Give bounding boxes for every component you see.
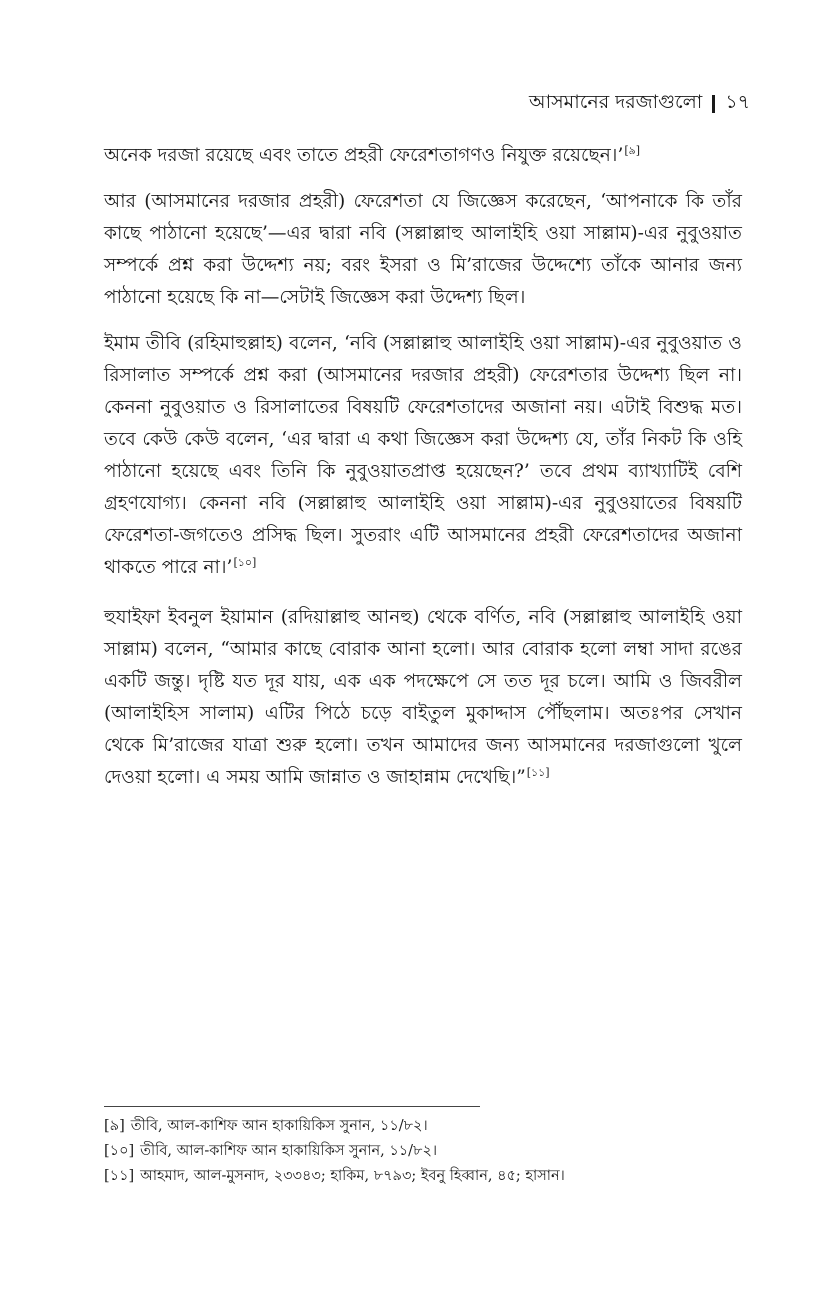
paragraph-2-text: আর (আসমানের দরজার প্রহরী) ফেরেশতা যে জিজ্ঞেস করেছেন, ‘আপনাকে কি তাঁর কাছে পাঠানো হয়েছে’—এর দ্বারা নবি (সল্লাল্লাহু আলাইহি ওয়া সাল্লাম)-এর নুবুওয়াত সম্পর্কে প্রশ্ন করা উদ্দেশ্য নয়; বরং ইসরা ও মি’রাজের উদ্দেশ্যে তাঁকে আনার জন্য পাঠানো হয়েছে কি না—সেটাই জিজ্ঞেস করা উদ্দেশ্য ছিল। xyxy=(104,191,742,308)
paragraph-1-text: অনেক দরজা রয়েছে এবং তাতে প্রহরী ফেরেশতাগণও নিযুক্ত রয়েছেন।’ xyxy=(104,145,624,166)
paragraph-4 xyxy=(104,602,742,794)
paragraph-4-text: হুযাইফা ইবনুল ইয়ামান (রদিয়াল্লাহু আনহু) থেকে বর্ণিত, নবি (সল্লাল্লাহু আলাইহি ওয়া সাল্লাম) বলেন, “আমার কাছে বোরাক আনা হলো। আর বোরাক হলো লম্বা সাদা রঙের একটি জন্তু। দৃষ্টি যত দূর যায়, এক এক পদক্ষেপে সে তত দূর চলে। আমি ও জিবরীল (আলাইহিস সালাম) এটির পিঠে চড়ে বাইতুল মুকাদ্দাস পৌঁছলাম। অতঃপর সেখান থেকে মি’রাজের যাত্রা শুরু হলো। তখন আমাদের জন্য আসমানের দরজাগুলো খুলে দেওয়া হলো। এ সময় আমি জান্নাত ও জাহান্নাম দেখেছি।” xyxy=(104,607,742,788)
footnote-text: তীবি, আল-কাশিফ আন হাকায়িকিস সুনান, ১১/৮২। xyxy=(140,1143,438,1159)
footnote-11 xyxy=(104,1164,754,1189)
paragraph-2 xyxy=(104,186,742,314)
running-header xyxy=(529,88,750,120)
paragraph-3 xyxy=(104,328,742,584)
body-text xyxy=(104,140,742,808)
paragraph-1 xyxy=(104,140,742,172)
footnote-9 xyxy=(104,1114,754,1139)
footnotes xyxy=(104,1114,754,1189)
header-separator xyxy=(712,95,715,113)
paragraph-3-text: ইমাম তীবি (রহিমাহুল্লাহ) বলেন, ‘নবি (সল্লাল্লাহু আলাইহি ওয়া সাল্লাম)-এর নুবুওয়াত ও রিসালাত সম্পর্কে প্রশ্ন করা (আসমানের দরজার প্রহরী) ফেরেশতার উদ্দেশ্য ছিল না। কেননা নুবুওয়াত ও রিসালাতের বিষয়টি ফেরেশতাদের অজানা নয়। এটাই বিশুদ্ধ মত। তবে কেউ কেউ বলেন, ‘এর দ্বারা এ কথা জিজ্ঞেস করা উদ্দেশ্য যে, তাঁর নিকট কি ওহি পাঠানো হয়েছে এবং তিনি কি নুবুওয়াতপ্রাপ্ত হয়েছেন?’ তবে প্রথম ব্যাখ্যাটিই বেশি গ্রহণযোগ্য। কেননা নবি (সল্লাল্লাহু আলাইহি ওয়া সাল্লাম)-এর নুবুওয়াতের বিষয়টি ফেরেশতা-জগতেও প্রসিদ্ধ ছিল। সুতরাং এটি আসমানের প্রহরী ফেরেশতাদের অজানা থাকতে পারে না।’ xyxy=(104,333,742,578)
footnote-divider xyxy=(104,1106,480,1107)
footnote-text: তীবি, আল-কাশিফ আন হাকায়িকিস সুনান, ১১/৮২। xyxy=(130,1118,428,1134)
footnote-number: [১১] xyxy=(104,1168,135,1184)
footnote-number: [৯] xyxy=(104,1118,125,1134)
footnote-10 xyxy=(104,1139,754,1164)
footnote-number: [১০] xyxy=(104,1143,135,1159)
footnote-ref-10[interactable]: [১০] xyxy=(233,555,257,569)
footnote-text: আহমাদ, আল-মুসনাদ, ২৩৩৪৩; হাকিম, ৮৭৯৩; ইবনু হিব্বান, ৪৫; হাসান। xyxy=(140,1168,565,1184)
page-number: ১৭ xyxy=(725,91,750,113)
running-title: আসমানের দরজাগুলো xyxy=(528,91,703,113)
footnote-ref-9[interactable]: [৯] xyxy=(624,143,641,157)
footnote-ref-11[interactable]: [১১] xyxy=(526,765,550,779)
